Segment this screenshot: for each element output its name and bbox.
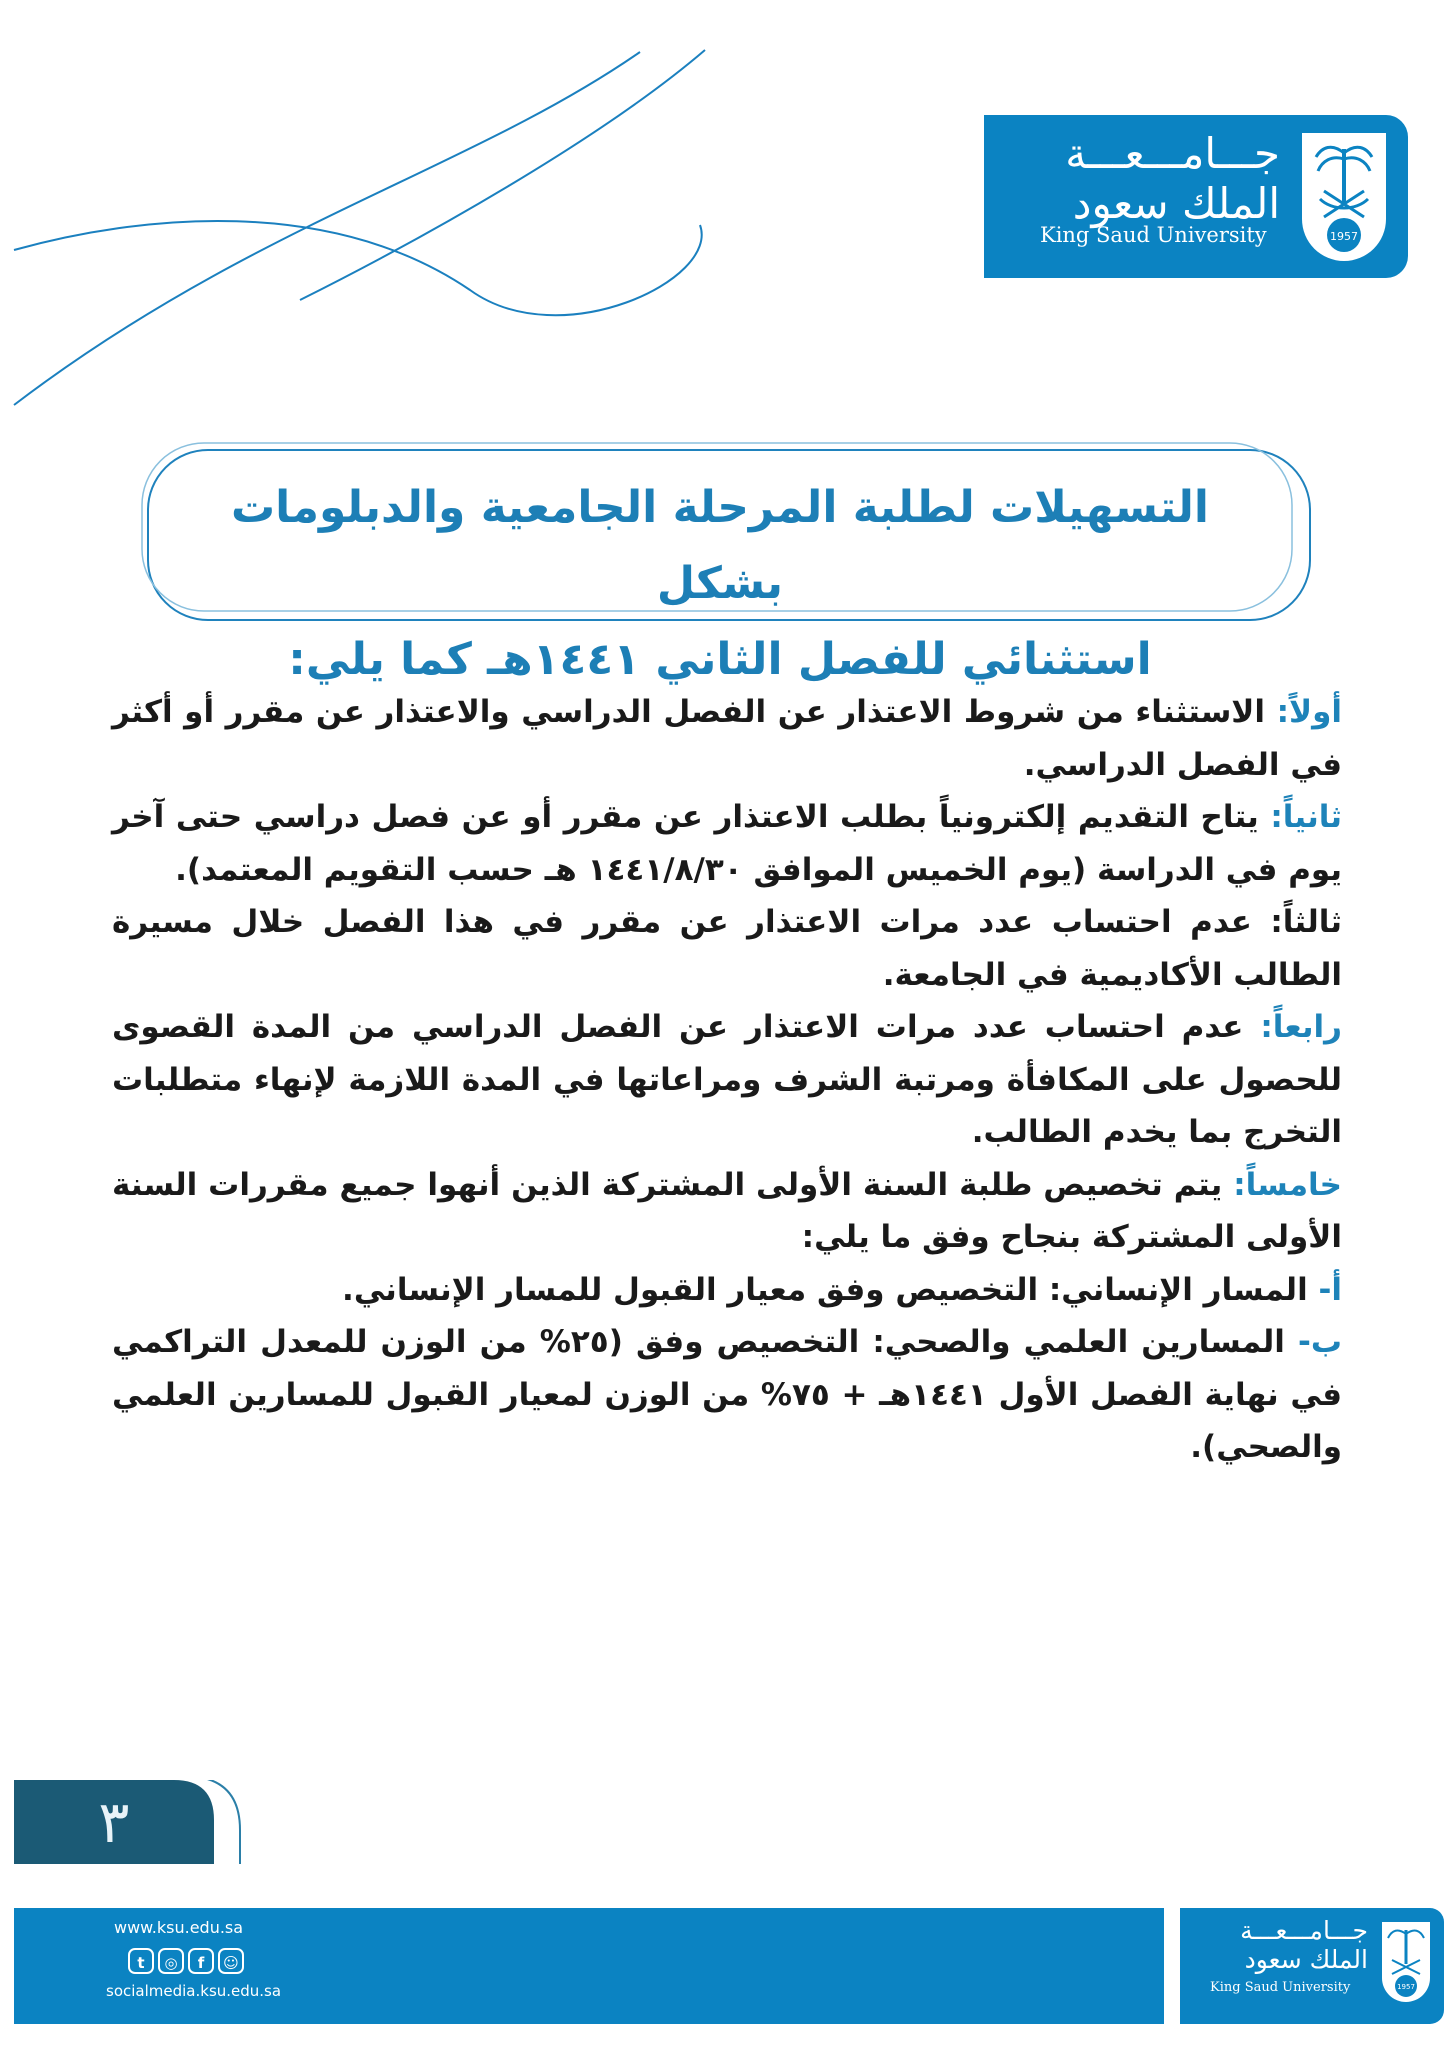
social-icons [128, 1948, 244, 1974]
logo-arabic-name: جـــامـــعـــة الملك سعود [1065, 129, 1280, 228]
snapchat-icon[interactable]: ☺ [218, 1948, 244, 1974]
emblem-year: 1957 [1330, 230, 1358, 243]
university-logo [984, 115, 1408, 278]
list-item [112, 1264, 1342, 1317]
title-line-2: استثنائي للفصل الثاني ١٤٤١هـ كما يلي: [288, 634, 1152, 685]
item-label: خامساً: [1233, 1166, 1342, 1203]
page-number: ٣ [98, 1788, 130, 1856]
document-body [112, 686, 1342, 1474]
list-item [112, 1159, 1342, 1264]
palm-swords-emblem-icon [1302, 133, 1386, 261]
decorative-curves [0, 0, 760, 420]
footer-logo-english-name: King Saud University [1210, 1980, 1351, 1995]
footer-emblem-icon [1382, 1922, 1430, 2002]
item-label: أولاً: [1276, 694, 1342, 730]
footer-university-logo [1180, 1908, 1444, 2024]
list-item [112, 1001, 1342, 1159]
item-text: يتم تخصيص طلبة السنة الأولى المشتركة الذين أنهوا جميع مقررات السنة الأولى المشتركة بنجاح وفق ما يلي: [112, 1166, 1342, 1255]
item-label: ثالثاً: [1270, 904, 1342, 940]
item-text: عدم احتساب عدد مرات الاعتذار عن الفصل الدراسي من المدة القصوى للحصول على المكافأة ومرتبة الشرف ومراعاتها في المدة اللازمة لإنهاء متطلبات التخرج بما يخدم الطالب. [112, 1009, 1342, 1150]
website-link[interactable]: www.ksu.edu.sa [114, 1918, 244, 1937]
item-label: رابعاً: [1260, 1009, 1342, 1045]
item-text: المسارين العلمي والصحي: التخصيص وفق (٢٥% من الوزن للمعدل التراكمي في نهاية الفصل الأول ١٤٤١هـ + ٧٥% من الوزن لمعيار القبول للمسارين العلمي والصحي). [112, 1324, 1343, 1465]
title-line-1: التسهيلات لطلبة المرحلة الجامعية والدبلومات بشكل [230, 482, 1210, 609]
item-text: الاستثناء من شروط الاعتذار عن الفصل الدراسي والاعتذار عن مقرر أو أكثر في الفصل الدراسي. [112, 694, 1342, 783]
list-item [112, 791, 1342, 896]
item-label: أ- [1318, 1271, 1342, 1308]
instagram-icon[interactable]: ◎ [158, 1948, 184, 1974]
social-media-link[interactable]: socialmedia.ksu.edu.sa [106, 1982, 282, 2000]
list-item [112, 686, 1342, 791]
item-label: ب- [1297, 1324, 1342, 1360]
footer-bar [14, 1908, 1164, 2024]
item-text: عدم احتساب عدد مرات الاعتذار عن مقرر في هذا الفصل خلال مسيرة الطالب الأكاديمية في الجامعة. [112, 904, 1342, 993]
logo-english-name: King Saud University [1040, 223, 1267, 247]
list-item [112, 896, 1342, 1001]
list-item [112, 1316, 1342, 1474]
facebook-icon[interactable]: f [188, 1948, 214, 1974]
footer-logo-arabic-name: جـــامـــعـــة الملك سعود [1240, 1916, 1368, 1974]
item-label: ثانياً: [1270, 799, 1342, 835]
item-text: المسار الإنساني: التخصيص وفق معيار القبول للمسار الإنساني. [342, 1271, 1319, 1308]
item-text: يتاح التقديم إلكترونياً بطلب الاعتذار عن مقرر أو عن فصل دراسي حتى آخر يوم في الدراسة (يوم الخميس الموافق ١٤٤١/٨/٣٠ هـ حسب التقويم المعتمد). [112, 799, 1342, 888]
footer-emblem-year: 1957 [1397, 1983, 1415, 1991]
twitter-icon[interactable]: t [128, 1948, 154, 1974]
page-title [170, 470, 1270, 698]
